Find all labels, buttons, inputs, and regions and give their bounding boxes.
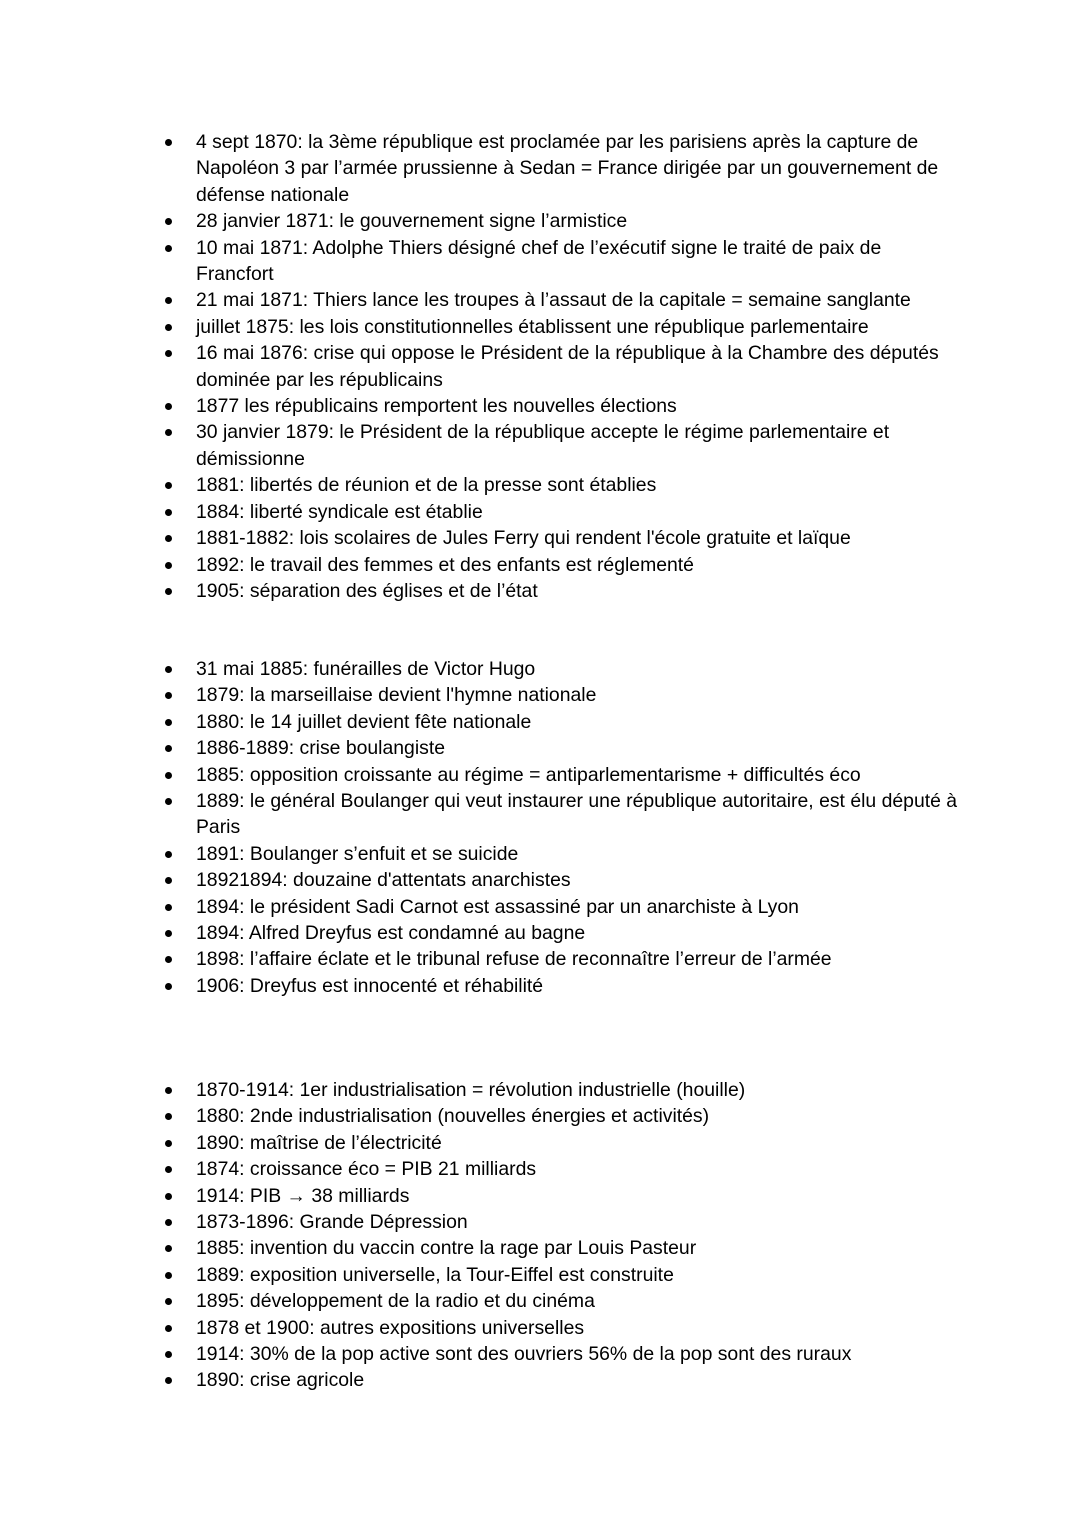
list-item [0,867,1080,893]
list-item [0,1235,1080,1261]
list-item-text: 1880: le 14 juillet devient fête nationale [196,710,532,733]
list-item [0,1209,1080,1235]
bullet-icon [165,798,172,805]
bullet-icon [165,1377,172,1384]
bullet-icon [165,1325,172,1332]
list-item-text: 1885: opposition croissante au régime = antiparlementarisme + difficultés éco [196,763,861,786]
list-item [0,235,1080,288]
bullet-icon [165,588,172,595]
bullet-icon [165,956,172,963]
list-item [0,682,1080,708]
bullet-icon [165,1245,172,1252]
list-item [0,735,1080,761]
bullet-icon [165,324,172,331]
bullet-icon [165,403,172,410]
bullet-icon [165,1298,172,1305]
list-item-text: 10 mai 1871: Adolphe Thiers désigné chef de l’exécutif signe le traité de paix de Francfort [196,236,882,286]
bullet-icon [165,297,172,304]
list-item [0,578,1080,604]
bullet-icon [165,1193,172,1200]
list-item-text: 1898: l’affaire éclate et le tribunal refuse de reconnaître l’erreur de l’armée [196,948,832,971]
list-item [0,525,1080,551]
list-item [0,287,1080,313]
list-item [0,1103,1080,1129]
list-item [0,1288,1080,1314]
bullet-icon [165,1140,172,1147]
list-item-text: 1886-1889: crise boulangiste [196,737,446,760]
list-item-text: 18921894: douzaine d'attentats anarchistes [196,869,571,892]
list-item [0,1315,1080,1341]
list-item-text: 1889: exposition universelle, la Tour-Eiffel est construite [196,1263,674,1286]
bullet-icon [165,692,172,699]
list-item-text: 1881: libertés de réunion et de la presse sont établies [196,474,657,497]
list-item [0,788,1080,841]
bullet-icon [165,535,172,542]
list-item [0,419,1080,472]
list-item [0,656,1080,682]
list-item-text: 1892: le travail des femmes et des enfants est réglementé [196,553,694,576]
timeline-section-republican-culture [0,656,1080,999]
list-item [0,1341,1080,1367]
list-item-text: 1880: 2nde industrialisation (nouvelles énergies et activités) [196,1105,710,1128]
list-item-text: 21 mai 1871: Thiers lance les troupes à l’assaut de la capitale = semaine sanglante [196,289,911,312]
list-item-text: 1873-1896: Grande Dépression [196,1211,468,1234]
list-item [0,129,1080,208]
bullet-icon [165,509,172,516]
bullet-icon [165,1166,172,1173]
list-item [0,340,1080,393]
list-item-text: 1881-1882: lois scolaires de Jules Ferry qui rendent l'école gratuite et laïque [196,527,851,550]
bullet-icon [165,1351,172,1358]
bullet-icon [165,772,172,779]
list-item [0,314,1080,340]
list-item-text: 1906: Dreyfus est innocenté et réhabilité [196,974,544,997]
bullet-icon [165,877,172,884]
list-item-text: 1890: crise agricole [196,1369,365,1392]
list-item-text: 1889: le général Boulanger qui veut instaurer une république autoritaire, est élu député à Paris [196,790,958,839]
bullet-icon [165,139,172,146]
list-item-text: 4 sept 1870: la 3ème république est proclamée par les parisiens après la capture de Napoléon 3 par l’armée prussienne à Sedan = France dirigée par un gouvernement de défense nationale [196,131,939,206]
bullet-icon [165,350,172,357]
list-item [0,499,1080,525]
list-item [0,1367,1080,1393]
list-item [0,1156,1080,1182]
list-item-text: 1879: la marseillaise devient l'hymne nationale [196,684,597,707]
list-item-text: 1895: développement de la radio et du cinéma [196,1290,595,1313]
list-item [0,208,1080,234]
list-item-text: 1914: PIB → 38 milliards [196,1184,410,1207]
bullet-icon [165,983,172,990]
list-item-text: 1891: Boulanger s’enfuit et se suicide [196,842,519,865]
list-item [0,393,1080,419]
bullet-icon [165,1113,172,1120]
list-item-text: 1905: séparation des églises et de l’état [196,579,538,602]
list-item-text: 1884: liberté syndicale est établie [196,500,483,523]
list-item-text: 1877 les républicains remportent les nouvelles élections [196,395,677,418]
bullet-icon [165,482,172,489]
bullet-icon [165,719,172,726]
bullet-icon [165,745,172,752]
bullet-icon [165,851,172,858]
bullet-icon [165,904,172,911]
list-item [0,920,1080,946]
list-item [0,1183,1080,1209]
list-item-text: juillet 1875: les lois constitutionnelles établissent une république parlementaire [196,315,869,338]
list-item-text: 31 mai 1885: funérailles de Victor Hugo [196,658,536,680]
list-item-text: 1894: Alfred Dreyfus est condamné au bagne [196,922,586,945]
bullet-icon [165,245,172,252]
bullet-icon [165,1219,172,1226]
list-item-text: 1870-1914: 1er industrialisation = révolution industrielle (houille) [196,1079,746,1101]
timeline-section-economy [0,1077,1080,1394]
list-item-text: 1890: maîtrise de l’électricité [196,1131,442,1154]
bullet-icon [165,666,172,673]
bullet-icon [165,562,172,569]
list-item-text: 30 janvier 1879: le Président de la république accepte le régime parlementaire et démissionne [196,421,890,470]
list-item [0,472,1080,498]
list-item [0,973,1080,999]
list-item-text: 16 mai 1876: crise qui oppose le Président de la république à la Chambre des députés dominée par les républicains [196,342,939,391]
list-item-text: 1874: croissance éco = PIB 21 milliards [196,1158,537,1181]
list-item [0,1262,1080,1288]
bullet-icon [165,1272,172,1279]
list-item [0,841,1080,867]
list-item [0,552,1080,578]
bullet-icon [165,429,172,436]
list-item-text: 28 janvier 1871: le gouvernement signe l’armistice [196,210,628,233]
bullet-icon [165,930,172,937]
timeline-section-political [0,129,1080,604]
list-item-text: 1894: le président Sadi Carnot est assassiné par un anarchiste à Lyon [196,895,799,918]
list-item [0,946,1080,972]
list-item-text: 1878 et 1900: autres expositions universelles [196,1316,585,1339]
list-item-text: 1885: invention du vaccin contre la rage par Louis Pasteur [196,1237,697,1260]
list-item [0,1130,1080,1156]
bullet-icon [165,218,172,225]
list-item-text: 1914: 30% de la pop active sont des ouvriers 56% de la pop sont des ruraux [196,1343,852,1366]
list-item [0,1077,1080,1103]
list-item [0,762,1080,788]
list-item [0,894,1080,920]
list-item [0,709,1080,735]
bullet-icon [165,1087,172,1094]
